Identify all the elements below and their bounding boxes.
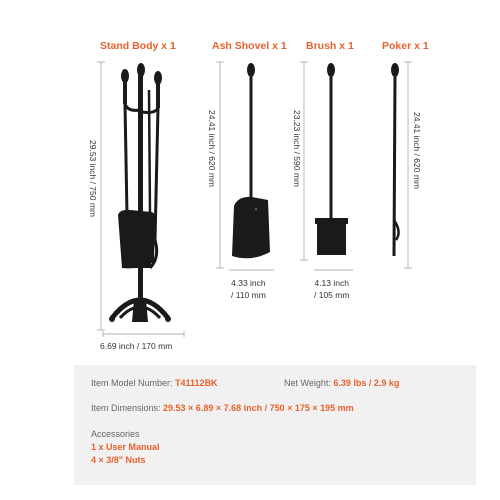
item-dimensions <box>91 403 354 413</box>
item-dimensions-value: 29.53 × 6.89 × 7.68 inch / 750 × 175 × 195 mm <box>163 403 354 413</box>
ash-shovel-drawing <box>232 63 270 258</box>
brush-drawing <box>315 63 348 255</box>
shovel-width-inch: 4.33 inch <box>231 278 266 288</box>
stand-width-label: 6.69 inch / 170 mm <box>100 341 173 351</box>
brush-height-label: 23.23 inch / 590 mm <box>292 110 302 188</box>
stand-body-drawing <box>109 63 171 322</box>
stand-height-label: 29.53 inch / 750 mm <box>88 140 98 218</box>
stand-body-title: Stand Body x 1 <box>100 40 176 52</box>
poker-drawing <box>391 63 399 256</box>
brush-title: Brush x 1 <box>306 40 354 52</box>
spec-panel <box>74 365 476 485</box>
accessories-label: Accessories <box>91 429 140 439</box>
poker-title: Poker x 1 <box>382 40 429 52</box>
model-number <box>91 378 218 388</box>
shovel-width-label <box>231 277 266 301</box>
accessory-user-manual: 1 x User Manual <box>91 442 160 452</box>
shovel-width-mm: / 110 mm <box>231 290 266 300</box>
model-number-value: T41112BK <box>175 378 218 388</box>
brush-width-label <box>314 277 349 301</box>
item-dimensions-label: Item Dimensions: <box>91 403 164 413</box>
ash-shovel-title: Ash Shovel x 1 <box>212 40 287 52</box>
brush-width-mm: / 105 mm <box>314 290 350 300</box>
model-number-label: Item Model Number: <box>91 378 176 388</box>
brush-width-inch: 4.13 inch <box>314 278 349 288</box>
shovel-height-label: 24.41 inch / 620 mm <box>207 110 217 188</box>
net-weight <box>284 378 399 388</box>
net-weight-value: 6.39 lbs / 2.9 kg <box>333 378 400 388</box>
poker-height-label: 24.41 inch / 620 mm <box>412 112 422 190</box>
net-weight-label: Net Weight: <box>284 378 334 388</box>
accessory-nuts: 4 × 3/8" Nuts <box>91 455 146 465</box>
